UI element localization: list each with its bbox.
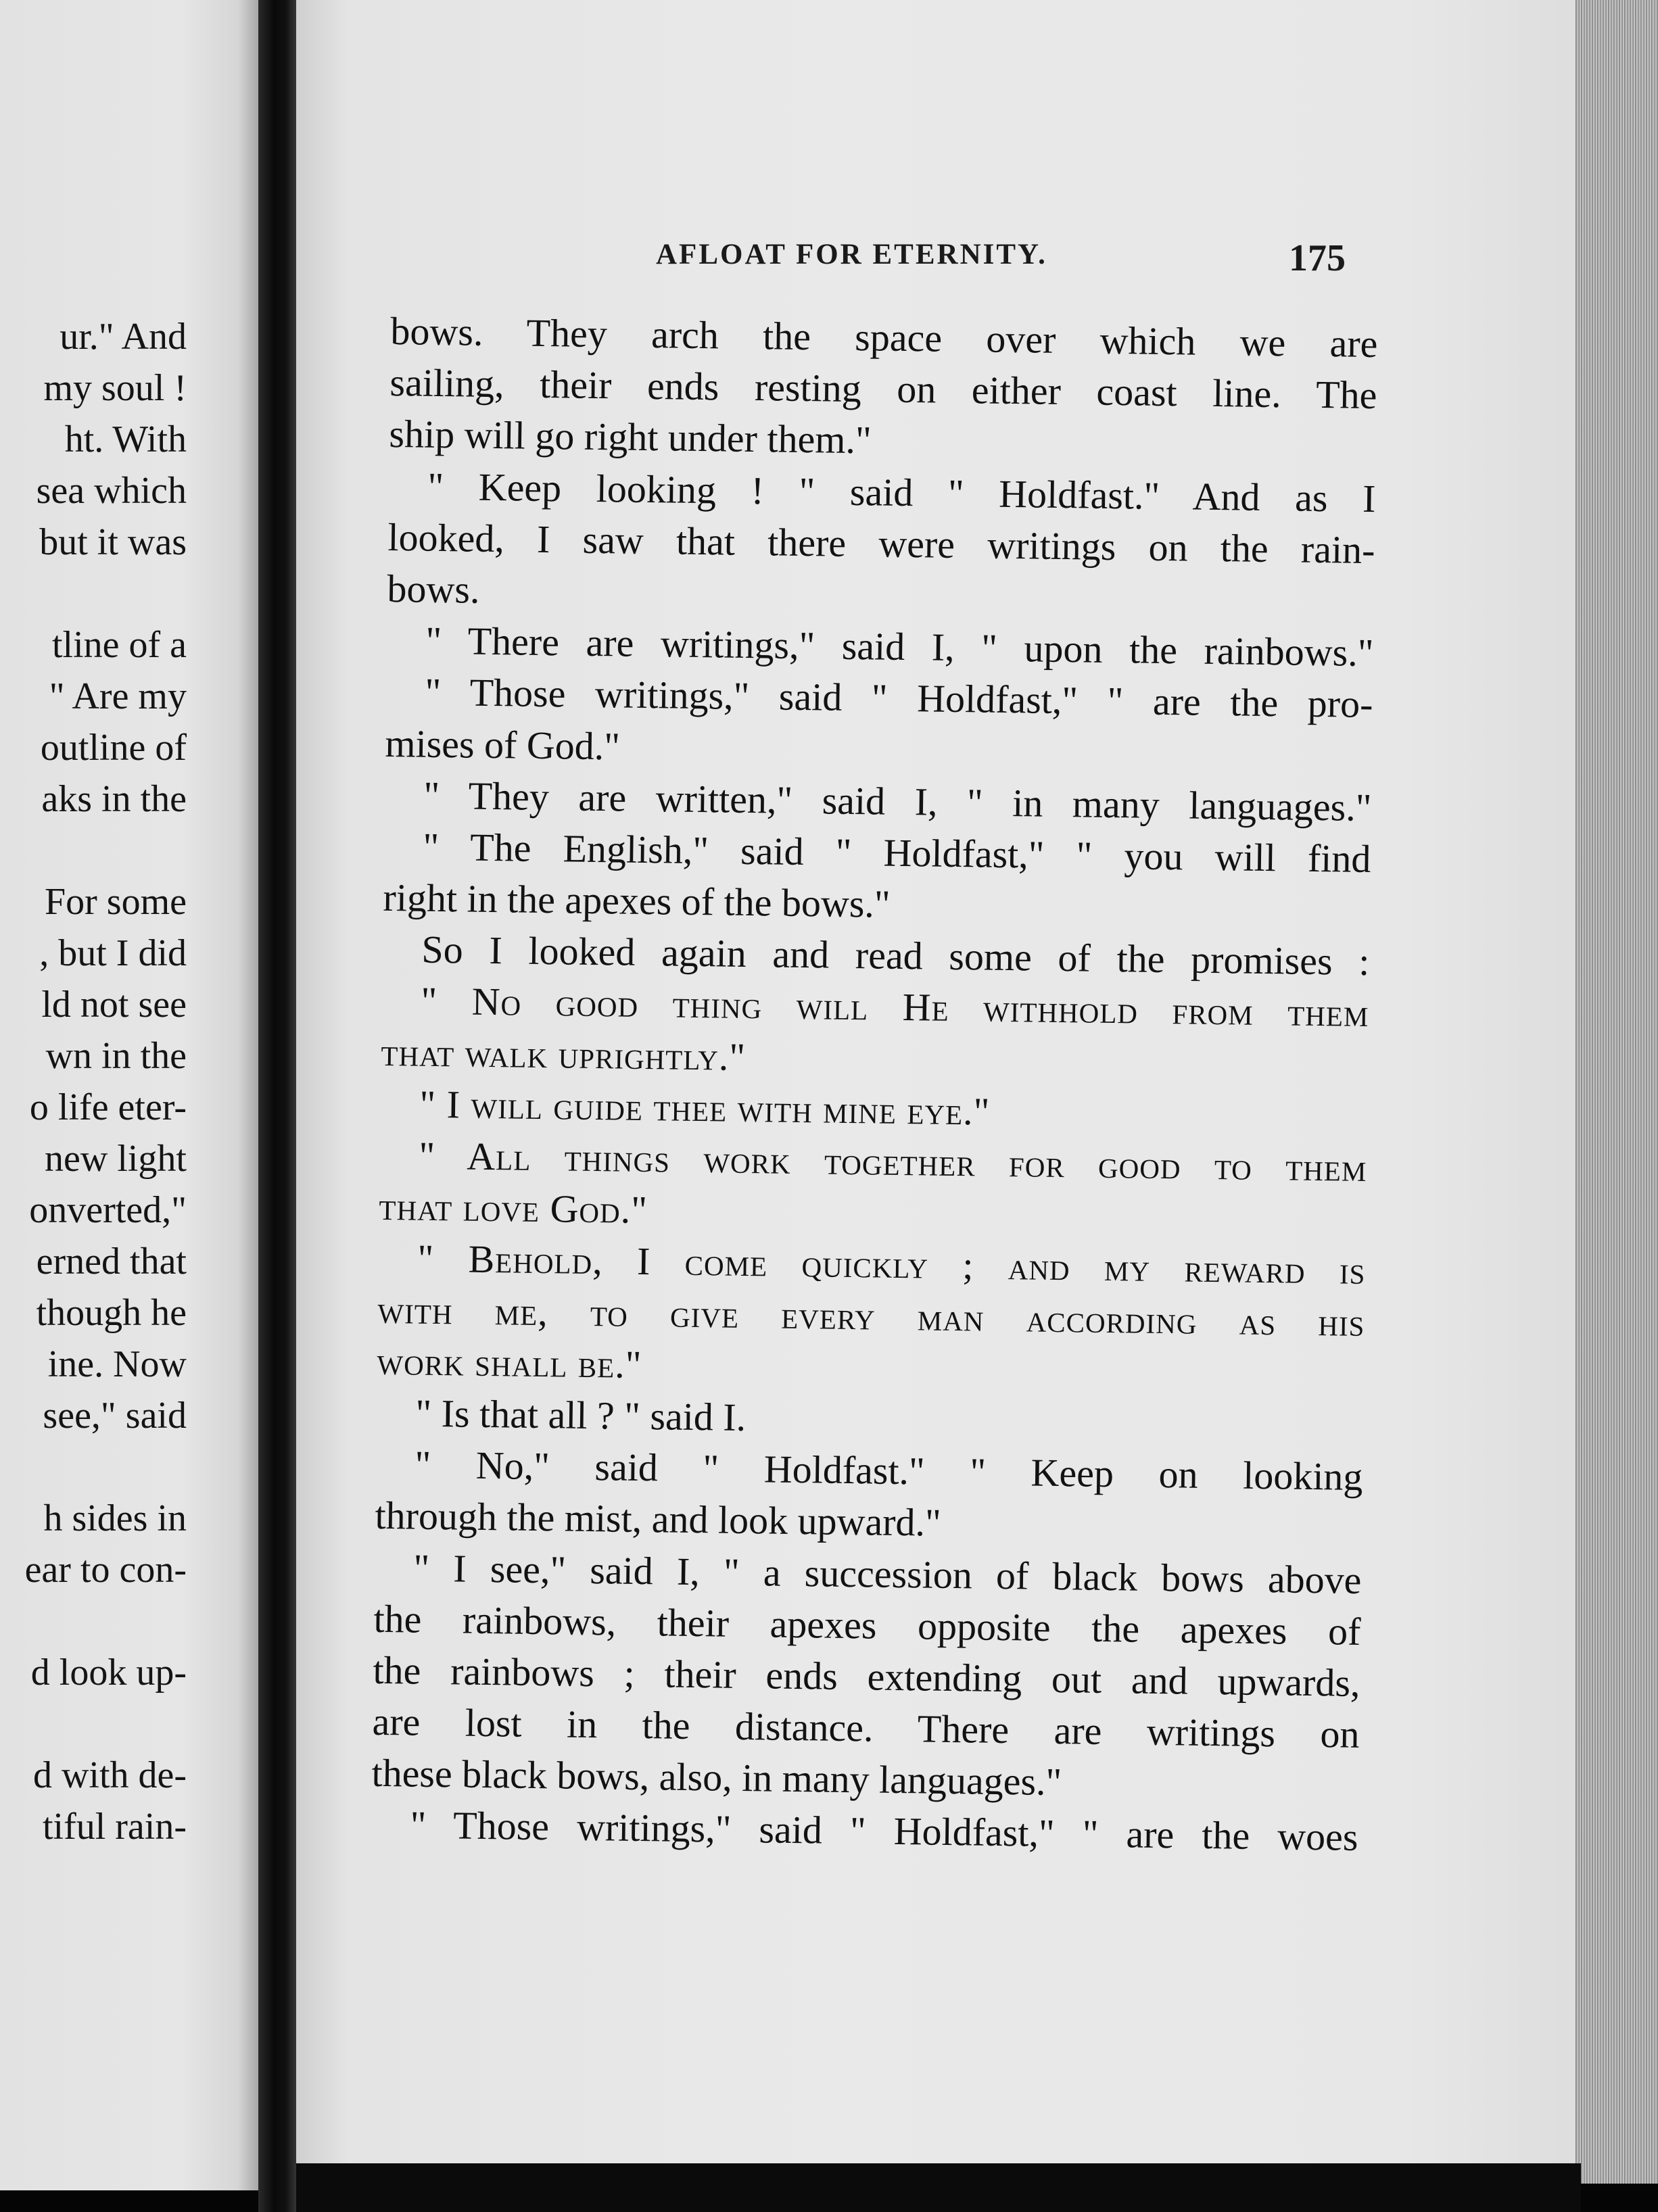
left-page-text-fragment: , but I did (39, 932, 187, 974)
text-line: " I see," said I, " a succession of black bows above (413, 1545, 1362, 1602)
left-page-text-fragment: ht. With (64, 418, 187, 460)
scripture-line: " All things work together for good to them (419, 1133, 1367, 1191)
left-page-text-fragment: tline of a (51, 624, 187, 666)
text-line: ship will go right under them." (389, 412, 872, 462)
text-line: right in the apexes of the bows." (383, 875, 891, 926)
left-page-text-fragment: tiful rain- (42, 1806, 187, 1848)
left-page-text-fragment: aks in the (41, 778, 187, 820)
scripture-line: that love God." (379, 1184, 648, 1232)
text-line: are lost in the distance. There are writings on (372, 1699, 1360, 1756)
left-page-text-fragment: new light (45, 1138, 187, 1180)
left-page-text-fragment: see," said (43, 1395, 187, 1437)
text-line: the rainbows ; their ends extending out and upwards, (373, 1648, 1360, 1705)
left-page-text-fragment: onverted," (29, 1189, 187, 1231)
left-page-text-fragment: d look up- (30, 1652, 187, 1693)
left-page-text-fragment: though he (36, 1292, 187, 1334)
left-page-text-fragment: h sides in (43, 1497, 187, 1539)
text-line: bows. They arch the space over which we are (390, 308, 1378, 366)
left-page-text-fragment: my soul ! (43, 367, 187, 409)
text-line: these black bows, also, in many languages." (371, 1751, 1062, 1804)
left-page-text-fragment: outline of (40, 727, 187, 769)
text-line: " Those writings," said " Holdfast," " are the woes (410, 1803, 1358, 1860)
page-body (371, 306, 1378, 1864)
scripture-line: " I will guide thee with mine eye." (419, 1082, 991, 1134)
right-page (296, 0, 1601, 2170)
left-page (0, 0, 258, 2190)
text-line: " Is that all ? " said I. (415, 1391, 747, 1439)
left-page-text-fragment: ld not see (41, 984, 187, 1026)
left-page-text-fragment: wn in the (45, 1035, 187, 1077)
text-line: " The English," said " Holdfast," " you will find (423, 824, 1371, 881)
left-page-text-fragment: ear to con- (24, 1549, 187, 1591)
text-line: " They are written," said I, " in many languages." (423, 773, 1372, 830)
left-page-text-fragment: For some (45, 881, 187, 923)
text-line: So I looked again and read some of the promises : (421, 927, 1370, 984)
text-line: through the mist, and look upward." (375, 1493, 942, 1545)
text-line: bows. (387, 566, 480, 612)
left-page-text-fragment: o life eter- (29, 1086, 187, 1128)
page-number: 175 (1289, 237, 1346, 279)
left-page-text-fragment: erned that (36, 1241, 187, 1282)
text-line: " There are writings," said I, " upon the rainbows." (425, 618, 1374, 675)
text-line: mises of God." (385, 721, 621, 768)
book-gutter (258, 0, 298, 2212)
left-page-text-fragment: ine. Now (47, 1343, 187, 1385)
bottom-shadow (296, 2163, 1581, 2212)
text-line: the rainbows, their apexes opposite the apexes of (373, 1596, 1361, 1654)
page-edges (1576, 0, 1658, 2184)
scripture-line: with me, to give every man according as his (377, 1287, 1365, 1345)
text-line: sailing, their ends resting on either coast line. The (389, 360, 1377, 418)
left-page-text-fragment: " Are my (49, 675, 187, 717)
scripture-line: that walk uprightly." (381, 1030, 747, 1079)
left-page-text-fragment: sea which (36, 470, 187, 512)
text-line: " Keep looking ! " said " Holdfast." And as I (427, 464, 1376, 521)
text-line: " Those writings," said " Holdfast," " are the pro- (425, 670, 1373, 727)
text-line: looked, I saw that there were writings on the rain- (387, 514, 1375, 572)
left-page-text-fragment: ur." And (60, 316, 187, 358)
scripture-line: " No good thing will He withhold from them (421, 979, 1369, 1036)
scripture-line: " Behold, I come quickly ; and my reward is (417, 1236, 1366, 1293)
text-line: " No," said " Holdfast." " Keep on looking (414, 1442, 1363, 1499)
left-page-text-fragment: d with de- (32, 1754, 187, 1796)
scripture-line: work shall be." (377, 1339, 642, 1387)
running-title: AFLOAT FOR ETERNITY. (656, 239, 1047, 270)
left-page-text-fragment: but it was (39, 521, 187, 563)
